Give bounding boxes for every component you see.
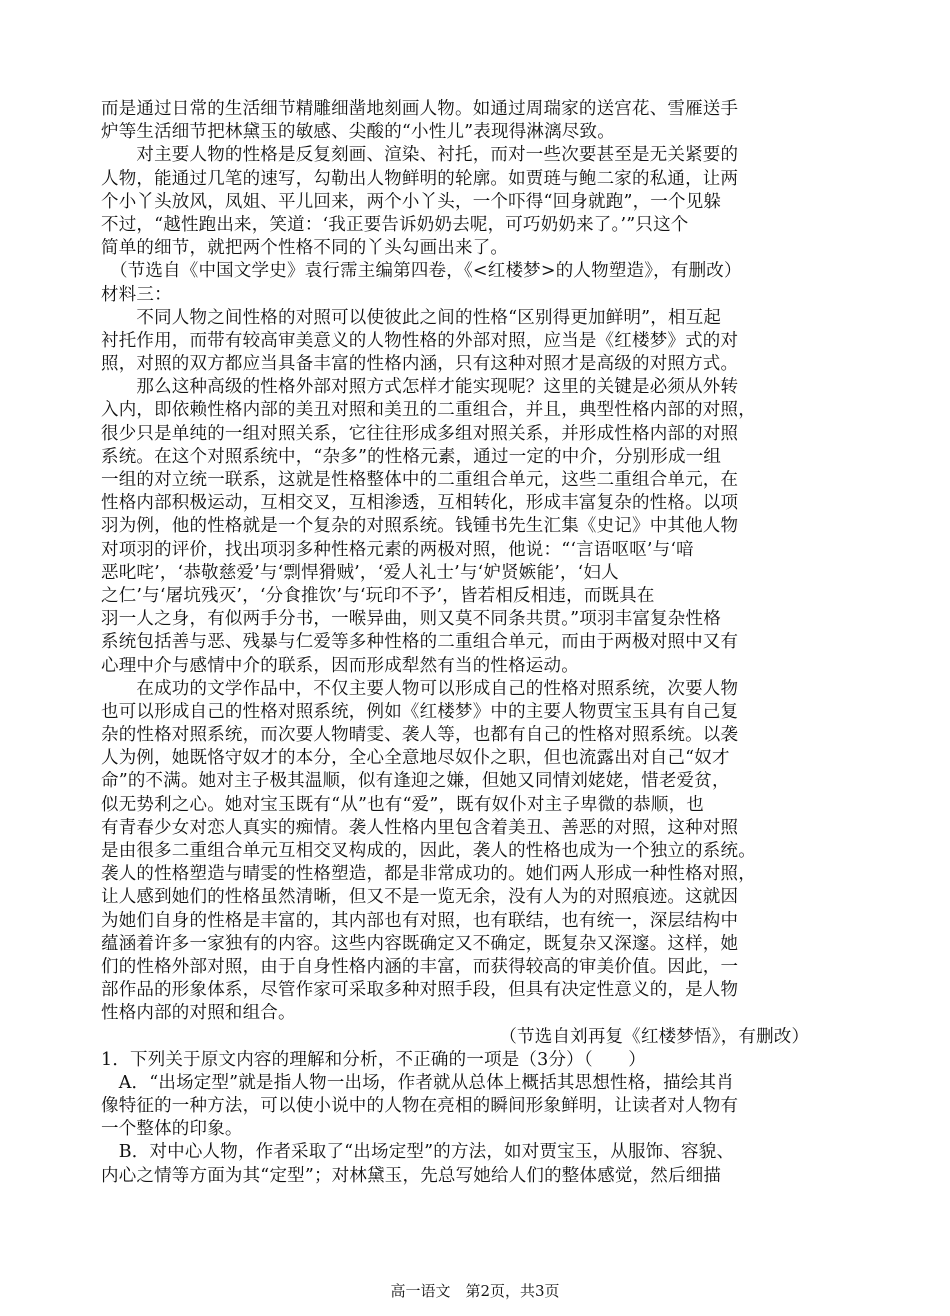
text-line: 在成功的文学作品中，不仅主要人物可以形成自己的性格对照系统，次要人物: [101, 678, 739, 699]
text-line: 系统。在这个对照系统中，“杂多”的性格元素，通过一定的中介，分别形成一组: [101, 446, 722, 467]
text-line: 性格内部的对照和组合。: [101, 1003, 296, 1024]
text-line: 系统包括善与恶、残暴与仁爱等多种性格的二重组合单元，而由于两极对照中又有: [101, 632, 739, 653]
text-line: 一组的对立统一联系，这就是性格整体中的二重组合单元，这些二重组合单元，在: [101, 470, 739, 490]
text-line: 羽为例，他的性格就是一个复杂的对照系统。钱锺书先生汇集《史记》中其他人物: [101, 516, 739, 537]
text-line: 人为例，她既恪守奴才的本分，全心全意地尽奴仆之职，但也流露出对自己“奴才: [101, 748, 730, 769]
text-line: 衬托作用，而带有较高审美意义的人物性格的外部对照，应当是《红楼梦》式的对: [101, 330, 739, 351]
text-line: 很少只是单纯的一组对照关系，它往往形成多组对照关系，并形成性格内部的对照: [101, 423, 739, 444]
text-line: 羽一人之身，有似两手分书，一喉异曲，则又莫不同条共贯。”项羽丰富复杂性格: [101, 609, 721, 630]
text-line: B．对中心人物，作者采取了“出场定型”的方法，如对贾宝玉，从服饰、容貌、: [101, 1142, 735, 1163]
text-line: 炉等生活细节把林黛玉的敏感、尖酸的“小性儿”表现得淋漓尽致。: [101, 122, 615, 143]
text-line: 对主要人物的性格是反复刻画、渲染、衬托，而对一些次要甚至是无关紧要的: [101, 145, 739, 166]
reading-passage: [101, 98, 853, 1188]
text-line: 人物，能通过几笔的速写，勾勒出人物鲜明的轮廓。如贾琏与鲍二家的私通，让两: [101, 168, 739, 189]
text-line: 不同人物之间性格的对照可以使彼此之间的性格“区别得更加鲜明”，相互起: [101, 307, 722, 328]
text-line: 部作品的形象体系，尽管作家可采取多种对照手段，但具有决定性意义的，是人物: [101, 980, 739, 1001]
text-line: 一个整体的印象。: [101, 1119, 243, 1140]
text-line: 命”的不满。她对主子极其温顺，似有逢迎之嫌，但她又同情刘姥姥，惜老爱贫，: [101, 771, 730, 792]
text-line: 让人感到她们的性格虽然清晰，但又不是一览无余，没有人为的对照痕迹。这就因: [101, 887, 739, 908]
text-line: 内心之情等方面为其“定型”；对林黛玉，先总写她给人们的整体感觉，然后细描: [101, 1165, 722, 1186]
text-line: 性格内部积极运动，互相交叉，互相渗透，互相转化，形成丰富复杂的性格。以项: [101, 493, 739, 514]
text-line: 照，对照的双方都应当具备丰富的性格内涵，只有这种对照才是高级的对照方式。: [101, 354, 739, 375]
text-line: 恶叱咤’，‘恭敬慈爱’与‘剽悍猾贼’，‘爱人礼士’与‘妒贤嫉能’，‘妇人: [101, 562, 619, 583]
text-line: 简单的细节，就把两个性格不同的丫头勾画出来了。: [101, 238, 509, 259]
text-line: （节选自刘再复《红楼梦悟》，有删改）: [101, 1026, 810, 1047]
text-line: （节选自《中国文学史》袁行霈主编第四卷，《<红楼梦>的人物塑造》，有删改）: [101, 261, 742, 282]
text-line: 之仁’与‘屠坑残灭’，‘分食推饮’与‘玩印不予’，皆若相反相违，而既具在: [101, 585, 655, 606]
text-line: 入内，即依赖性格内部的美丑对照和美丑的二重组合，并且，典型性格内部的对照，: [101, 400, 756, 421]
text-line: 对项羽的评价，找出项羽多种性格元素的两极对照，他说：“‘言语呕呕’与‘喑: [101, 539, 694, 560]
text-line: 不过，“越性跑出来，笑道：‘我正要告诉奶奶去呢，可巧奶奶来了。’”只这个: [101, 214, 689, 235]
text-line: 蕴涵着许多一家独有的内容。这些内容既确定又不确定，既复杂又深邃。这样，她: [101, 933, 739, 954]
text-line: 而是通过日常的生活细节精雕细凿地刻画人物。如通过周瑞家的送宫花、雪雁送手: [101, 99, 739, 119]
text-line: A．“出场定型”就是指人物一出场，作者就从总体上概括其思想性格，描绘其肖: [101, 1072, 734, 1093]
text-line: 那么这种高级的性格外部对照方式怎样才能实现呢？这里的关键是必须从外转: [101, 377, 739, 398]
text-line: 杂的性格对照系统，而次要人物晴雯、袭人等，也都有自己的性格对照系统。以袭: [101, 725, 739, 746]
text-line: 也可以形成自己的性格对照系统，例如《红楼梦》中的主要人物贾宝玉具有自己复: [101, 701, 739, 722]
text-line: 像特征的一种方法，可以使小说中的人物在亮相的瞬间形象鲜明，让读者对人物有: [101, 1096, 739, 1117]
text-line: 有青春少女对恋人真实的痴情。袭人性格内里包含着美丑、善恶的对照，这种对照: [101, 817, 739, 838]
text-line: 们的性格外部对照，由于自身性格内涵的丰富，而获得较高的审美价值。因此，一: [101, 956, 739, 977]
text-line: 袭人的性格塑造与晴雯的性格塑造，都是非常成功的。她们两人形成一种性格对照，: [101, 864, 756, 885]
text-line: 心理中介与感情中介的联系，因而形成犁然有当的性格运动。: [101, 655, 579, 676]
page-footer: 高一语文 第2页，共3页: [390, 1282, 560, 1300]
text-line: 1．下列关于原文内容的理解和分析，不正确的一项是（3分）（ ）: [101, 1049, 646, 1070]
text-line: 是由很多二重组合单元互相交叉构成的，因此，袭人的性格也成为一个独立的系统。: [101, 841, 756, 861]
text-line: 个小丫头放风，凤姐、平儿回来，两个小丫头，一个吓得“回身就跑”，一个见躲: [101, 191, 722, 212]
text-line: 为她们自身的性格是丰富的，其内部也有对照，也有联结，也有统一，深层结构中: [101, 910, 739, 931]
text-line: 似无势利之心。她对宝玉既有“从”也有“爱”，既有奴仆对主子卑微的恭顺，也: [101, 794, 704, 815]
text-line: 材料三：: [101, 284, 172, 305]
